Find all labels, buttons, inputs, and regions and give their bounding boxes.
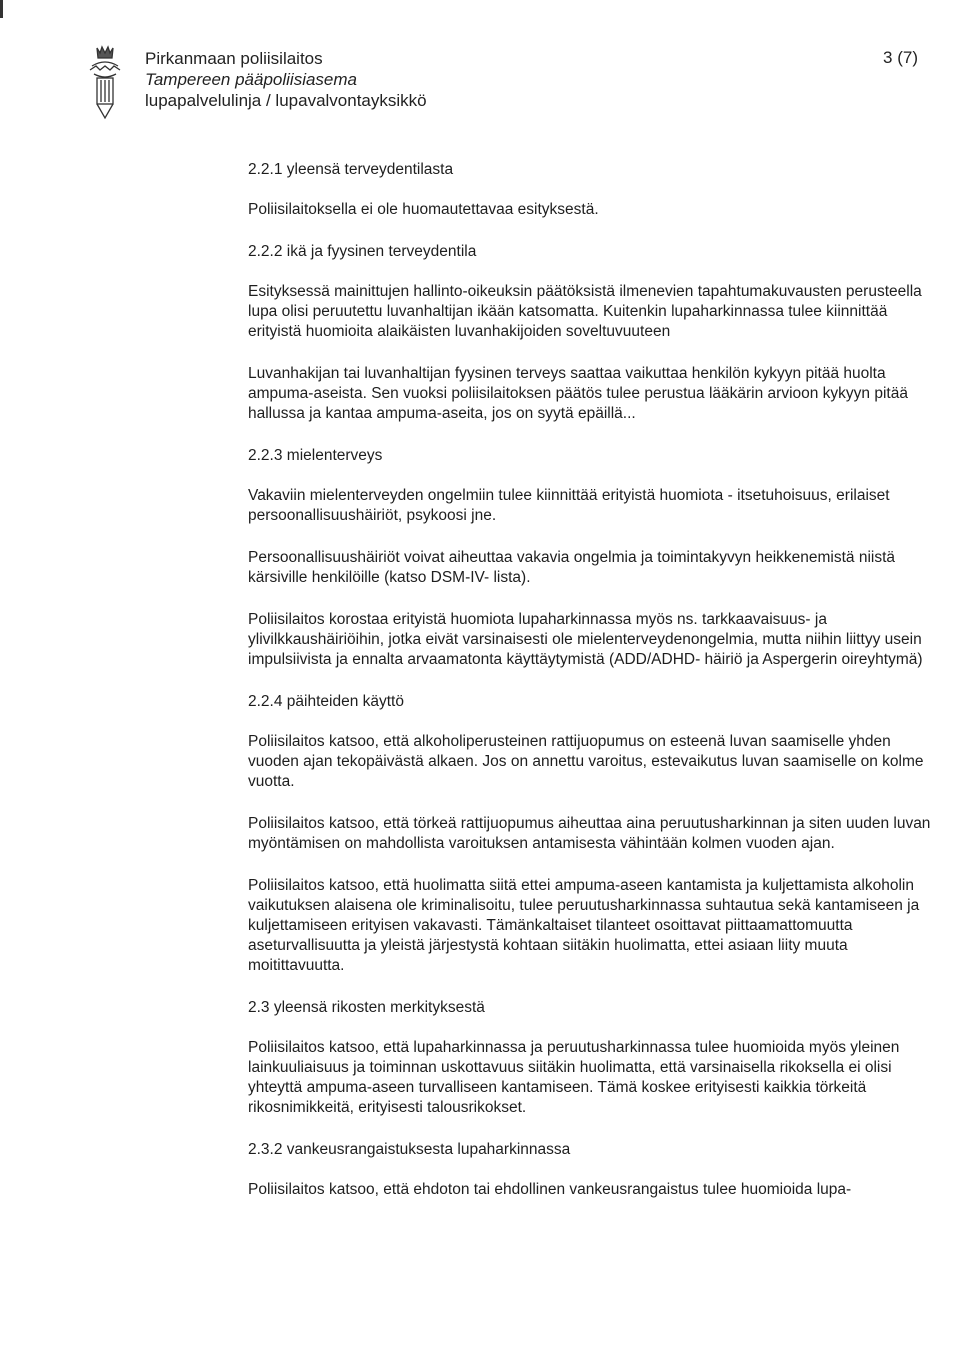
header-dept-name: lupapalvelulinja / lupavalvontayksikkö [145, 91, 427, 110]
police-crest-icon [88, 44, 122, 122]
section-heading: 2.3.2 vankeusrangaistuksesta lupaharkinnassa [248, 1141, 571, 1158]
section-heading: 2.2.3 mielenterveys [248, 447, 383, 464]
header-unit-name: Tampereen pääpoliisiasema [145, 70, 358, 89]
paragraph: Esityksessä mainittujen hallinto-oikeuksin päätöksistä ilmenevien tapahtumakuvausten perusteella lupa olisi peruutettu luvanhaltijan ikään katsomatta. Kuitenkin lupaharkinnassa tulee kiinnittää erityistä huomioita alaikäisten luvanhakijoiden soveltuvuuteen [248, 283, 922, 340]
paragraph: Persoonallisuushäiriöt voivat aiheuttaa vakavia ongelmia ja toimintakyvyn heikkenemistä niistä kärsiville henkilöille (katso DSM-IV- lista). [248, 549, 896, 586]
header-org-name: Pirkanmaan poliisilaitos [145, 49, 323, 68]
paragraph: Poliisilaitos korostaa erityistä huomiota lupaharkinnassa myös ns. tarkkaavaisuus- ja ylivilkkaushäiriöihin, jotka eivät varsinaisesti ole mielenterveydenongelmia, mutta niihin liittyy usein impulsiivista ja ennalta arvaamatonta käyttäytymistä (ADD/ADHD- häiriö ja Aspergerin oireyhtymä) [248, 611, 923, 668]
paragraph: Poliisilaitos katsoo, että ehdoton tai ehdollinen vankeusrangaistus tulee huomioida lupa- [248, 1181, 852, 1198]
paragraph: Poliisilaitos katsoo, että alkoholiperusteinen rattijuopumus on esteenä luvan saamiselle yhden vuoden ajan tekopäivästä alkaen. Jos on annettu varoitus, estevaikutus luvan saamiselle on kolme vuotta. [248, 733, 924, 790]
scan-edge-mark [0, 0, 3, 18]
header-organization [145, 48, 427, 111]
paragraph: Poliisilaitos katsoo, että lupaharkinnassa ja peruutusharkinnassa tulee huomioida myös yleinen lainkuuliaisuus ja toiminnan uskottavuus siitäkin huolimatta, että varsinaisella rikoksella ei olisi yhteyttä ampuma-aseen turvalliseen kantamiseen. Tämä koskee erityisesti kaikkia törkeitä rikosnimikkeitä, erityisesti talousrikokset. [248, 1039, 900, 1116]
section-heading: 2.3 yleensä rikosten merkityksestä [248, 999, 485, 1016]
paragraph: Vakaviin mielenterveyden ongelmiin tulee kiinnittää erityistä huomiota - itsetuhoisuus, erilaiset persoonallisuushäiriöt, psykoosi jne. [248, 487, 890, 524]
paragraph: Poliisilaitoksella ei ole huomautettavaa esityksestä. [248, 201, 599, 218]
section-heading: 2.2.1 yleensä terveydentilasta [248, 161, 454, 178]
paragraph: Luvanhakijan tai luvanhaltijan fyysinen terveys saattaa vaikuttaa henkilön kykyyn pitää huolta ampuma-aseista. Sen vuoksi poliisilaitoksen päätös tulee perustua lääkärin arvioon kykyyn pitää hallussa ja kantaa ampuma-aseita, jos on syytä epäillä... [248, 365, 908, 422]
paragraph: Poliisilaitos katsoo, että huolimatta siitä ettei ampuma-aseen kantamista ja kuljettamista alkoholin vaikutuksen alaisena ole kriminalisoitu, tulee peruutusharkinnassa suhtautua sekä kantamiseen ja kuljettamiseen erityisen vakavasti. Tämänkaltaiset tilanteet osoittavat piittaamattomuutta aseturvallisuutta ja yleistä järjestystä kohtaan siitäkin huolimatta, ettei asiaan liity muuta moitittavuutta. [248, 877, 920, 974]
section-heading: 2.2.2 ikä ja fyysinen terveydentila [248, 243, 477, 260]
document-body [248, 160, 938, 1200]
paragraph: Poliisilaitos katsoo, että törkeä rattijuopumus aiheuttaa aina peruutusharkinnan ja siten uuden luvan myöntämisen on mahdollista varoituksen antamisesta vähintään kolmen vuoden ajan. [248, 815, 931, 852]
page-number: 3 (7) [883, 48, 918, 67]
section-heading: 2.2.4 päihteiden käyttö [248, 693, 404, 710]
